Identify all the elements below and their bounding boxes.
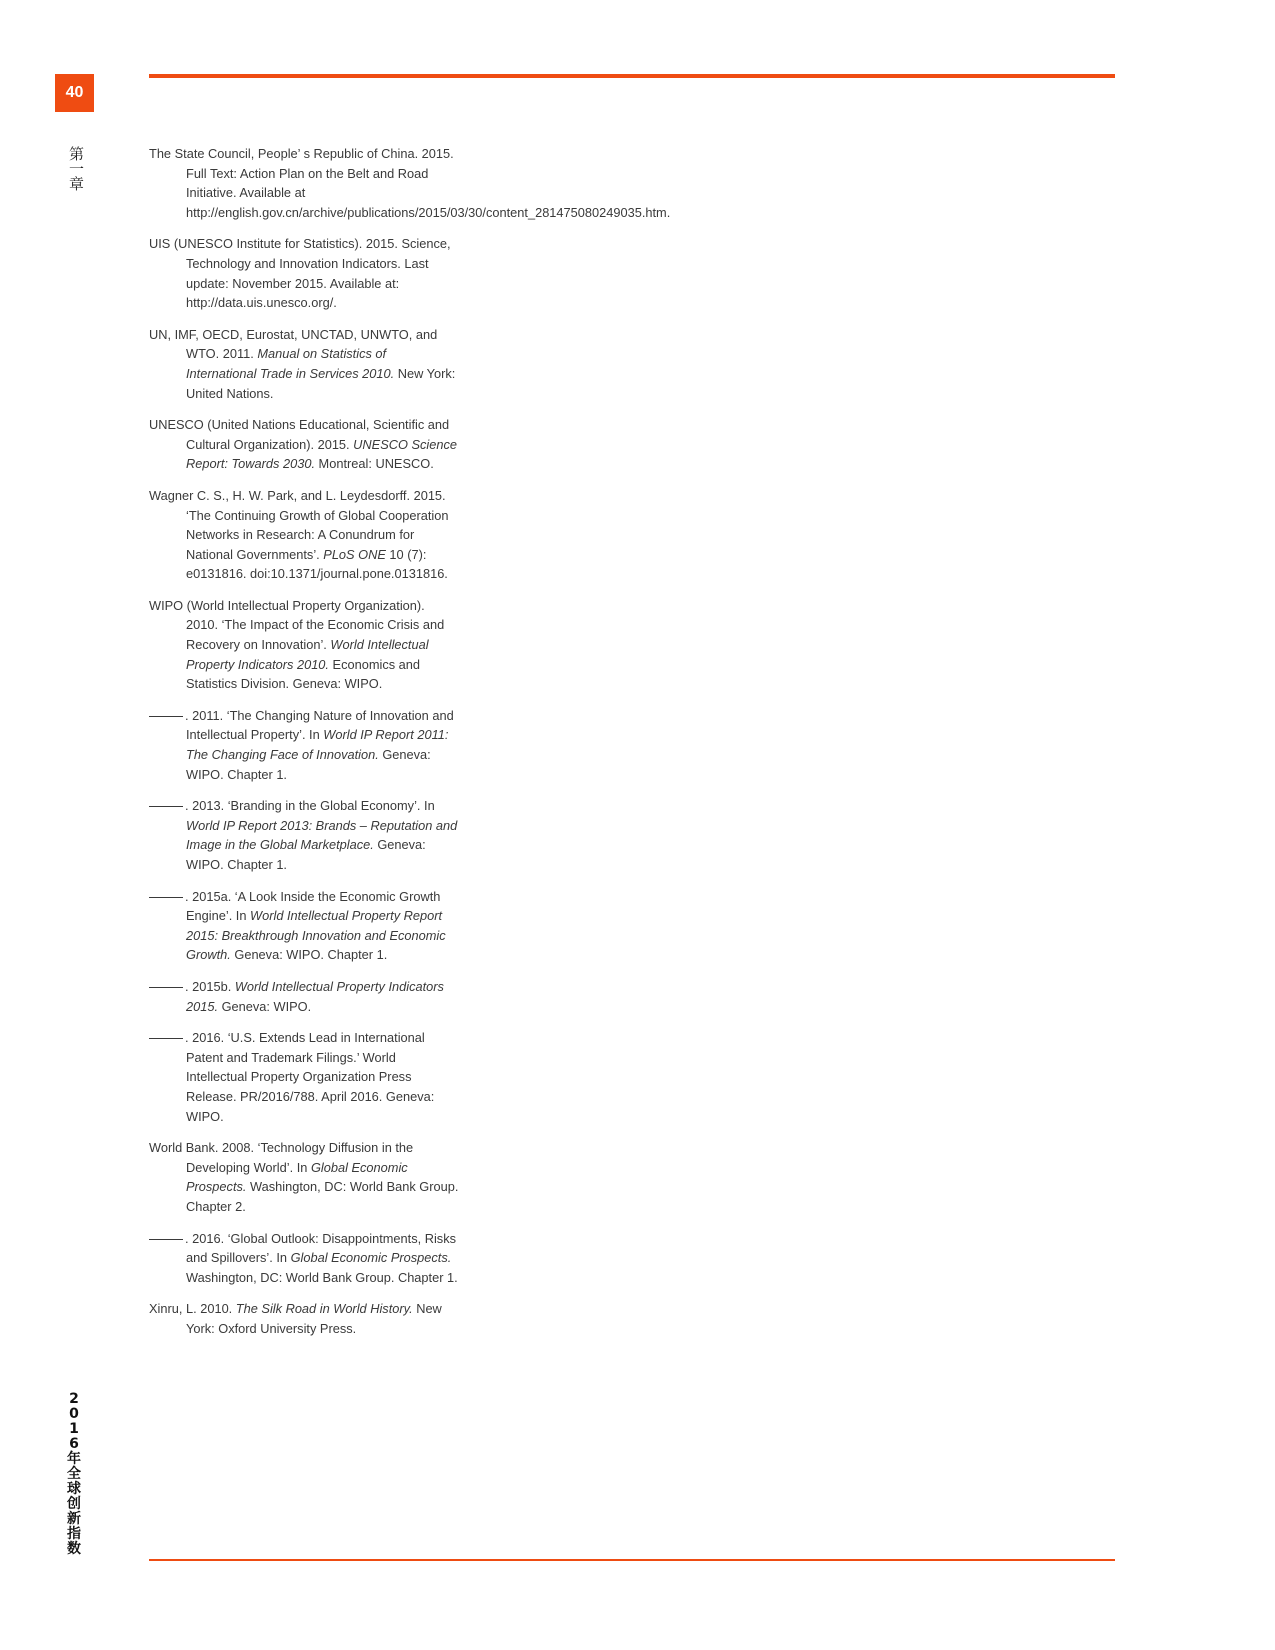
reference-text: Wagner C. S., H. W. Park, and L. Leydesdorff. 2015. ‘The Continuing Growth of Global Cooperation Networks in Research: A Conundrum for National Governments’.	[149, 487, 449, 562]
reference-entry	[149, 596, 459, 694]
repeat-author-dash	[149, 987, 183, 988]
reference-text: 10 (7): e0131816. doi:10.1371/journal.pone.0131816.	[186, 546, 448, 582]
reference-title-italic: Global Economic Prospects.	[186, 1159, 408, 1195]
reference-text: Washington, DC: World Bank Group. Chapter 1.	[186, 1269, 458, 1285]
reference-title-italic: World IP Report 2013: Brands – Reputation and Image in the Global Marketplace.	[186, 817, 458, 853]
reference-text: WIPO (World Intellectual Property Organization). 2010. ‘The Impact of the Economic Crisis and Recovery on Innovation’.	[149, 597, 445, 653]
book-title	[64, 1392, 84, 1557]
reference-text: . 2011. ‘The Changing Nature of Innovation and Intellectual Property’. In	[185, 707, 454, 743]
repeat-author-dash	[149, 897, 183, 898]
reference-title-italic: PLoS ONE	[323, 546, 386, 562]
reference-text: Geneva: WIPO.	[218, 998, 312, 1014]
reference-text: Montreal: UNESCO.	[315, 456, 434, 472]
repeat-author-dash	[149, 806, 183, 807]
reference-title-italic: World Intellectual Property Indicators 2015.	[186, 978, 444, 1014]
reference-entry	[149, 1229, 459, 1288]
reference-entry	[149, 706, 459, 784]
reference-entry	[149, 1138, 459, 1216]
reference-entry	[149, 1028, 459, 1126]
reference-title-italic: Manual on Statistics of International Trade in Services 2010.	[186, 346, 395, 381]
book-title-char: 创	[67, 1496, 81, 1512]
reference-text: Economics and Statistics Division. Geneva: WIPO.	[186, 656, 421, 692]
reference-entry	[149, 415, 459, 474]
reference-text: Washington, DC: World Bank Group. Chapter 2.	[186, 1179, 459, 1214]
repeat-author-dash	[149, 1239, 183, 1240]
reference-text: Geneva: WIPO. Chapter 1.	[186, 837, 426, 872]
bottom-rule	[149, 1559, 1115, 1561]
book-title-char: 2	[69, 1391, 79, 1407]
reference-list	[149, 144, 671, 1350]
reference-text: New York: Oxford University Press.	[186, 1301, 442, 1336]
reference-text: World Bank. 2008. ‘Technology Diffusion in the Developing World’. In	[149, 1140, 414, 1175]
reference-title-italic: The Silk Road in World History.	[235, 1301, 413, 1317]
reference-entry	[149, 1299, 459, 1338]
book-title-char: 数	[67, 1541, 81, 1557]
repeat-author-dash	[149, 1038, 183, 1039]
chapter-label: 第一章	[67, 146, 85, 191]
reference-title-italic: Global Economic Prospects.	[290, 1250, 452, 1266]
book-title-char: 新	[67, 1511, 81, 1527]
book-title-char: 年	[67, 1451, 81, 1467]
book-title-char: 全	[67, 1466, 81, 1482]
reference-entry	[149, 234, 459, 312]
reference-entry	[149, 887, 459, 965]
reference-title-italic: UNESCO Science Report: Towards 2030.	[186, 436, 458, 472]
reference-text: UNESCO (United Nations Educational, Scientific and Cultural Organization). 2015.	[149, 417, 450, 452]
reference-entry	[149, 977, 459, 1016]
repeat-author-dash	[149, 716, 183, 717]
book-title-char: 0	[69, 1406, 79, 1422]
book-title-char: 指	[67, 1526, 81, 1542]
reference-text: . 2015a. ‘A Look Inside the Economic Growth Engine’. In	[185, 888, 441, 924]
page-number-badge: 40	[55, 74, 94, 112]
reference-title-italic: World Intellectual Property Report 2015: Breakthrough Innovation and Economic Growth.	[186, 908, 446, 963]
reference-text: New York: United Nations.	[186, 365, 456, 401]
reference-entry	[149, 144, 671, 222]
book-title-char: 球	[67, 1481, 81, 1497]
reference-text: . 2016. ‘Global Outlook: Disappointments, Risks and Spillovers’. In	[185, 1230, 456, 1266]
book-title-char: 1	[69, 1421, 79, 1437]
reference-entry	[149, 486, 459, 584]
reference-entry	[149, 796, 459, 874]
reference-text: The State Council, People’ s Republic of China. 2015. Full Text: Action Plan on the Belt and Road Initiative. Available at http://english.gov.cn/archive/publications/2015/03/30/content_281475080249035.htm.	[149, 146, 671, 220]
reference-text: Xinru, L. 2010.	[149, 1301, 236, 1317]
reference-text: . 2015b.	[185, 978, 235, 994]
reference-text: Geneva: WIPO. Chapter 1.	[230, 947, 388, 963]
reference-text: . 2016. ‘U.S. Extends Lead in International Patent and Trademark Filings.’ World Intellectual Property Organization Press Release. PR/2016/788. April 2016. Geneva: WIPO.	[185, 1030, 435, 1124]
reference-text: UN, IMF, OECD, Eurostat, UNCTAD, UNWTO, and WTO. 2011.	[149, 326, 438, 362]
reference-entry	[149, 325, 459, 403]
reference-text: UIS (UNESCO Institute for Statistics). 2015. Science, Technology and Innovation Indicators. Last update: November 2015. Available at: http://data.uis.unesco.org/.	[149, 236, 451, 311]
reference-text: Geneva: WIPO. Chapter 1.	[186, 747, 431, 782]
book-title-char: 6	[69, 1436, 79, 1452]
reference-title-italic: World IP Report 2011: The Changing Face of Innovation.	[186, 727, 449, 763]
reference-text: . 2013. ‘Branding in the Global Economy’. In	[185, 798, 435, 814]
top-rule	[149, 74, 1115, 78]
reference-title-italic: World Intellectual Property Indicators 2010.	[186, 637, 429, 672]
